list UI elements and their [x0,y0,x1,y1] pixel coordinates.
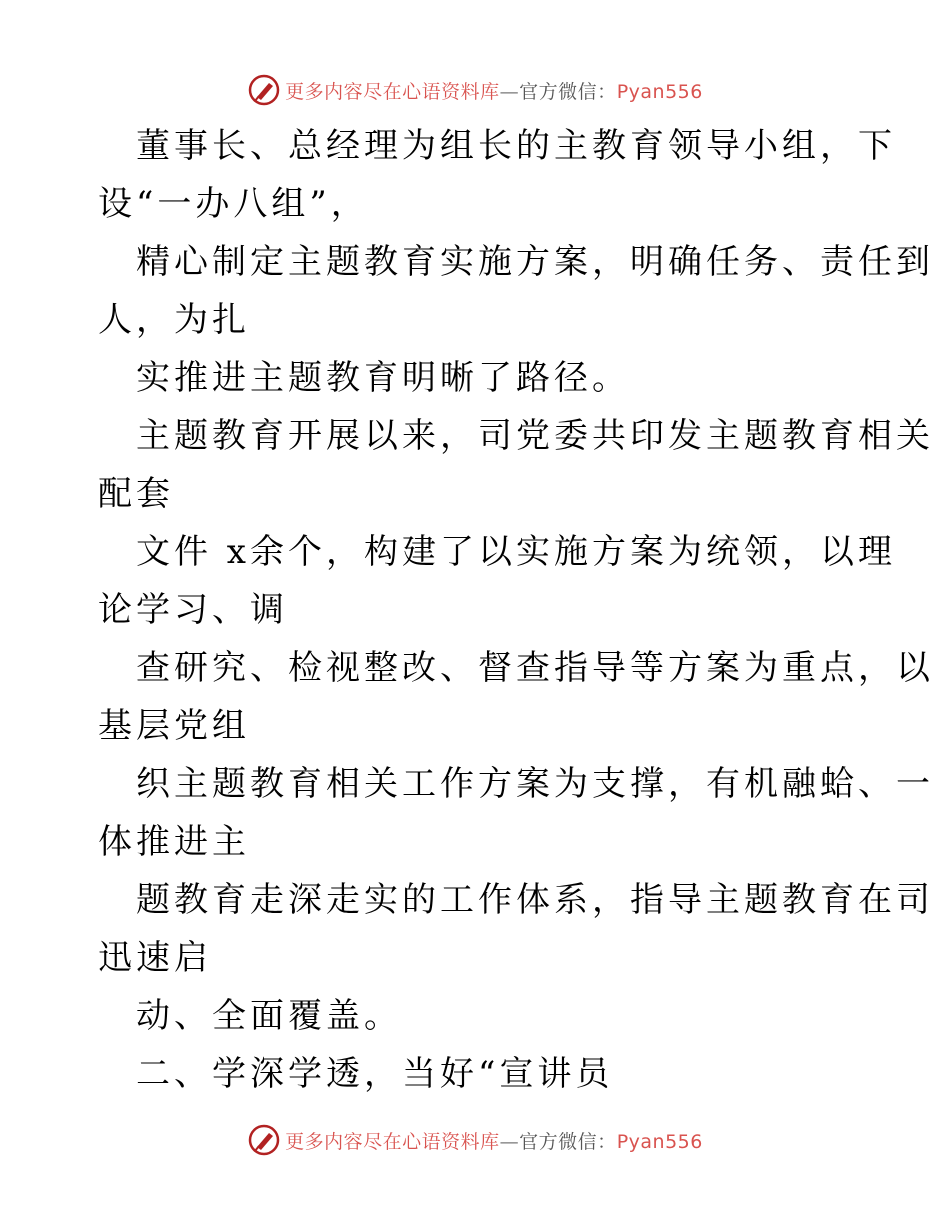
text-line: 迅速启 [98,938,212,978]
watermark-text [285,77,703,104]
text-line: 基层党组 [98,706,250,746]
header-watermark [0,70,950,110]
text-line: 实推进主题教育明晰了路径。 [136,358,630,398]
text-line: 题教育走深走实的工作体系，指导主题教育在司 [136,880,934,920]
watermark-wechat-label: 官方微信： [519,1130,617,1153]
text-line: 体推进主 [98,822,250,862]
text-line: 论学习、调 [98,590,288,630]
text-line: 人，为扎 [98,300,250,340]
text-line: 查研究、检视整改、督查指导等方案为重点，以 [136,648,934,688]
pen-logo-icon [247,1123,281,1157]
text-line: 主题教育开展以来，司党委共印发主题教育相关 [136,416,934,456]
text-line: 二、学深学透，当好“宣讲员 [136,1054,614,1094]
watermark-site: 更多内容尽在心语资料库 [285,80,500,103]
watermark-wechat-label: 官方微信： [519,80,617,103]
watermark-id: Pyan556 [616,80,703,103]
text-line: 织主题教育相关工作方案为支撑，有机融蛤、一 [136,764,934,804]
text-line: 精心制定主题教育实施方案，明确任务、责任到 [136,242,934,282]
text-line: 董事长、总经理为组长的主教育领导小组，下 [136,126,896,166]
text-line: 配套 [98,474,174,514]
watermark-separator: — [499,1130,520,1153]
text-line: 动、全面覆盖。 [136,996,402,1036]
pen-logo-icon [247,73,281,107]
watermark-text [285,1127,703,1154]
text-line: 文件 x余个，构建了以实施方案为统领，以理 [136,532,896,572]
watermark-separator: — [499,80,520,103]
footer-watermark [0,1120,950,1160]
watermark-id: Pyan556 [616,1130,703,1153]
watermark-site: 更多内容尽在心语资料库 [285,1130,500,1153]
text-line: 设“一办八组”， [98,184,369,224]
